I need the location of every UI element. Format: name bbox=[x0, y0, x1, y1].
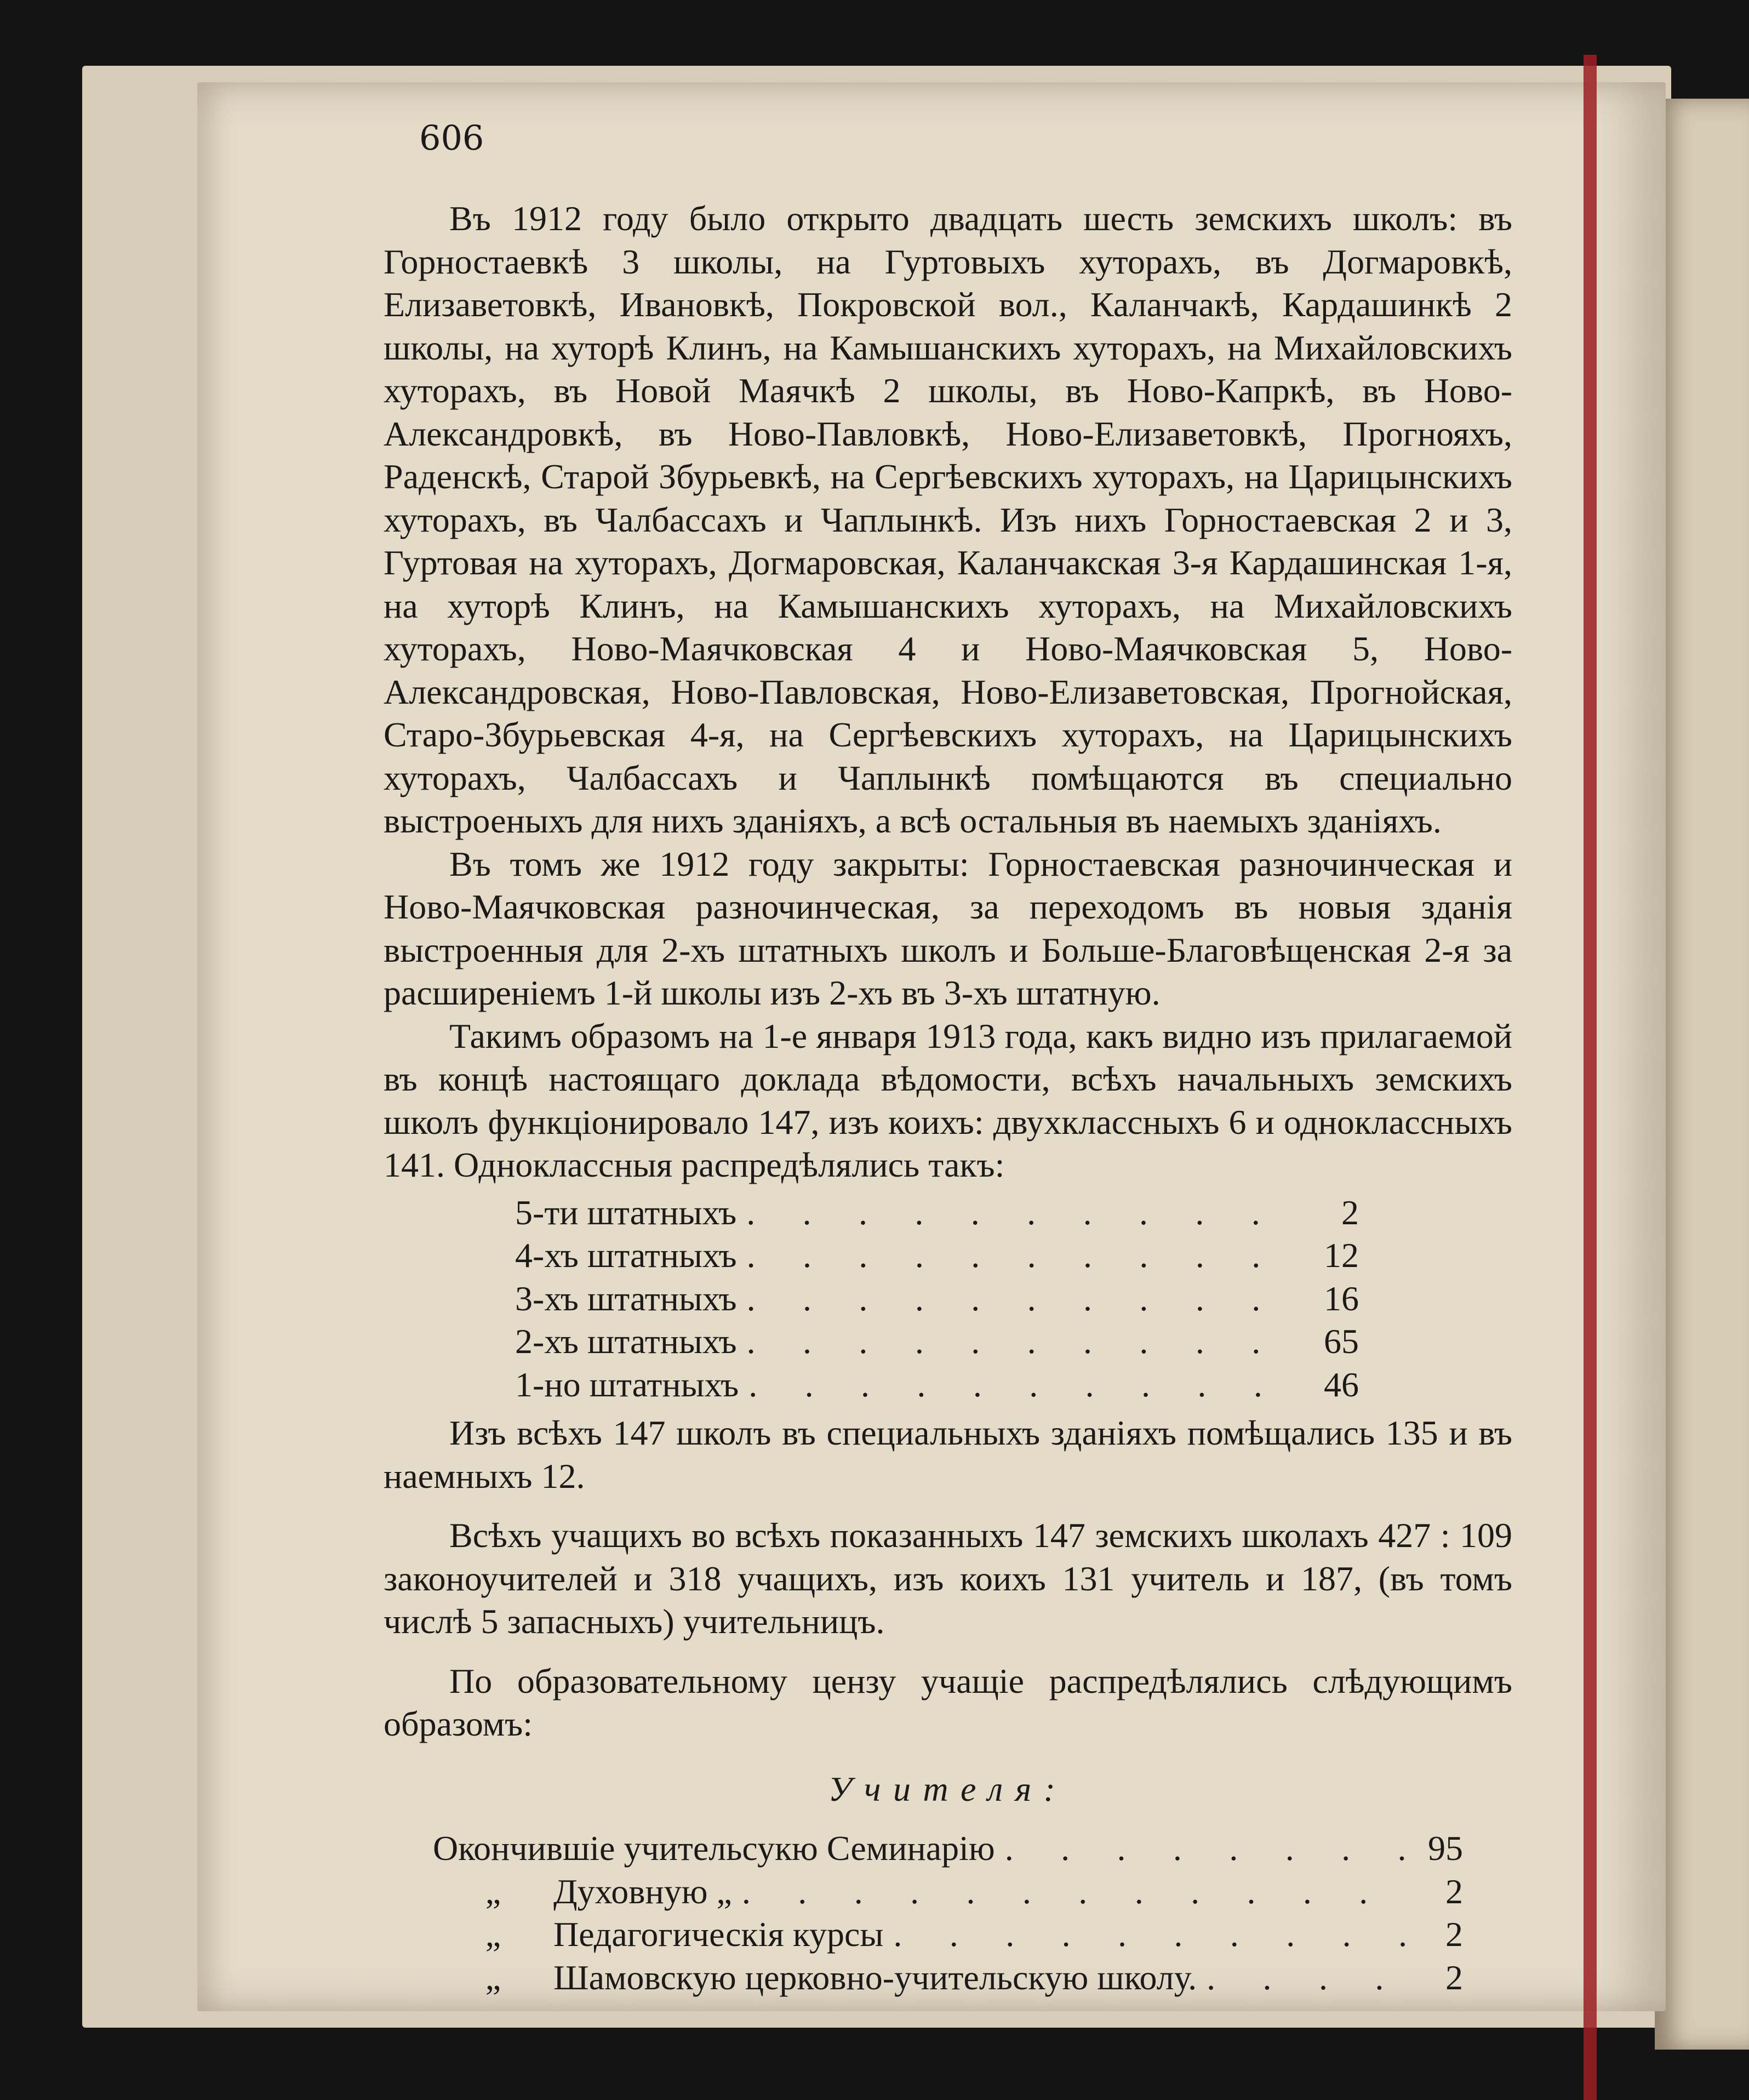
paragraph-3: Такимъ образомъ на 1-е января 1913 года, какъ видно изъ прилагаемой въ концѣ настоящаго доклада вѣдомости, всѣхъ начальныхъ земскихъ школъ функціонировало 147, изъ коихъ: двухклассныхъ 6 и одноклассныхъ 141. Одноклассныя распредѣлялись такъ: bbox=[384, 1016, 1512, 1184]
list-item-value: 16 bbox=[1324, 1279, 1359, 1318]
leader-dots bbox=[748, 1363, 1305, 1407]
list-item-label: Шамовскую церковно-учительскую школу. bbox=[553, 1958, 1197, 1997]
list-item-label: 1-но штатныхъ bbox=[515, 1365, 739, 1404]
list-item-label: 4-хъ штатныхъ bbox=[515, 1236, 737, 1275]
list-item-value: 2 bbox=[1445, 1958, 1463, 1997]
leader-dots bbox=[893, 1913, 1409, 1956]
list-item bbox=[515, 1277, 1359, 1321]
next-page-edge bbox=[1655, 99, 1749, 2050]
list-item-value: 2 bbox=[1341, 1192, 1359, 1232]
list-item-label: Педагогическія курсы bbox=[553, 1915, 884, 1954]
list-item bbox=[433, 1870, 1463, 1914]
list-item-label: Окончившіе учительсукю Семинарію bbox=[433, 1829, 995, 1868]
list-item-value: 46 bbox=[1324, 1365, 1359, 1404]
page-number: 606 bbox=[419, 118, 484, 158]
list-item bbox=[433, 1956, 1463, 2000]
list-item-value: 12 bbox=[1324, 1236, 1359, 1275]
list-item bbox=[515, 1234, 1359, 1277]
ditto-mark: „ bbox=[485, 1871, 501, 1911]
list-item bbox=[515, 1363, 1359, 1407]
paragraph-2: Въ томъ же 1912 году закрыты: Горностаевская разночинческая и Ново-Маячковская разночинческая, за переходомъ въ новыя зданія выстроенныя для 2-хъ штатныхъ школъ и Больше-Благовѣщенская 2-я за расширеніемъ 1-й школы изъ 2-хъ въ 3-хъ штатную. bbox=[384, 844, 1512, 1012]
paragraph-1: Въ 1912 году было открыто двадцать шесть земскихъ школъ: въ Горностаевкѣ 3 школы, на Гуртовыхъ хуторахъ, въ Догмаровкѣ, Елизаветовкѣ, Ивановкѣ, Покровской вол., Каланчакѣ, Кардашинкѣ 2 школы, на хуторѣ Клинъ, на Камышанскихъ хуторахъ, на Михайловскихъ хуторахъ, въ Новой Маячкѣ 2 школы, въ Ново-Капркѣ, въ Ново-Александровкѣ, въ Ново-Павловкѣ, Ново-Елизаветовкѣ, Прогнояхъ, Раденскѣ, Старой Збурьевкѣ, на Сергѣевскихъ хуторахъ, на Царицынскихъ хуторахъ, въ Чалбассахъ и Чаплынкѣ. Изъ нихъ Горностаевская 2 и 3, Гуртовая на хуторахъ, Догмаровская, Каланчакская 3-я Кардашинская 1-я, на хуторѣ Клинъ, на Камышанскихъ хуторахъ, на Михайловскихъ хуторахъ, Ново-Маячковская 4 и Ново-Маячковская 5, Ново-Александровская, Ново-Павловская, Ново-Елизаветовская, Прогнойская, Старо-Збурьевская 4-я, на Сергѣевскихъ хуторахъ, на Царицынскихъ хуторахъ, Чалбассахъ и Чаплынкѣ помѣщаются въ специально выстроеныхъ для нихъ зданіяхъ, а всѣ остальныя въ наемыхъ зданіяхъ. bbox=[384, 199, 1512, 840]
school-type-list bbox=[515, 1191, 1359, 1407]
list-item bbox=[433, 1827, 1463, 1870]
list-item-label: 2-хъ штатныхъ bbox=[515, 1322, 737, 1361]
list-item bbox=[515, 1320, 1359, 1363]
list-item-label: 3-хъ штатныхъ bbox=[515, 1279, 737, 1318]
leader-dots bbox=[747, 1234, 1305, 1277]
list-item bbox=[515, 1191, 1359, 1235]
section-heading: Учителя: bbox=[828, 1769, 1068, 1808]
ditto-mark: „ bbox=[485, 1958, 501, 1997]
list-item-value: 65 bbox=[1324, 1322, 1359, 1361]
list-item-label: Духовную „ bbox=[553, 1871, 732, 1911]
leader-dots bbox=[747, 1320, 1305, 1363]
leader-dots bbox=[747, 1277, 1305, 1321]
ditto-mark: „ bbox=[485, 1915, 501, 1954]
leader-dots bbox=[746, 1191, 1305, 1235]
leader-dots bbox=[1207, 1956, 1409, 2000]
list-item-value: 2 bbox=[1445, 1915, 1463, 1954]
leader-dots bbox=[1005, 1827, 1409, 1870]
list-item-value: 95 bbox=[1428, 1829, 1463, 1868]
list-item-value: 2 bbox=[1445, 1871, 1463, 1911]
paragraph-5: Всѣхъ учащихъ во всѣхъ показанныхъ 147 земскихъ школахъ 427 : 109 законоучителей и 318 учащихъ, изъ коихъ 131 учитель и 187, (въ томъ числѣ 5 запасныхъ) учительницъ. bbox=[384, 1516, 1512, 1641]
bookmark-ribbon bbox=[1584, 55, 1597, 2100]
list-item-label: 5-ти штатныхъ bbox=[515, 1192, 737, 1232]
leader-dots bbox=[742, 1870, 1409, 1914]
paragraph-4: Изъ всѣхъ 147 школъ въ специальныхъ зданіяхъ помѣщались 135 и въ наемныхъ 12. bbox=[384, 1413, 1512, 1496]
list-item bbox=[433, 1913, 1463, 1956]
page-text bbox=[384, 197, 1512, 1999]
teacher-education-list bbox=[433, 1827, 1463, 1999]
paragraph-6: По образовательному цензу учащіе распредѣлялись слѣдующимъ образомъ: bbox=[384, 1661, 1512, 1743]
